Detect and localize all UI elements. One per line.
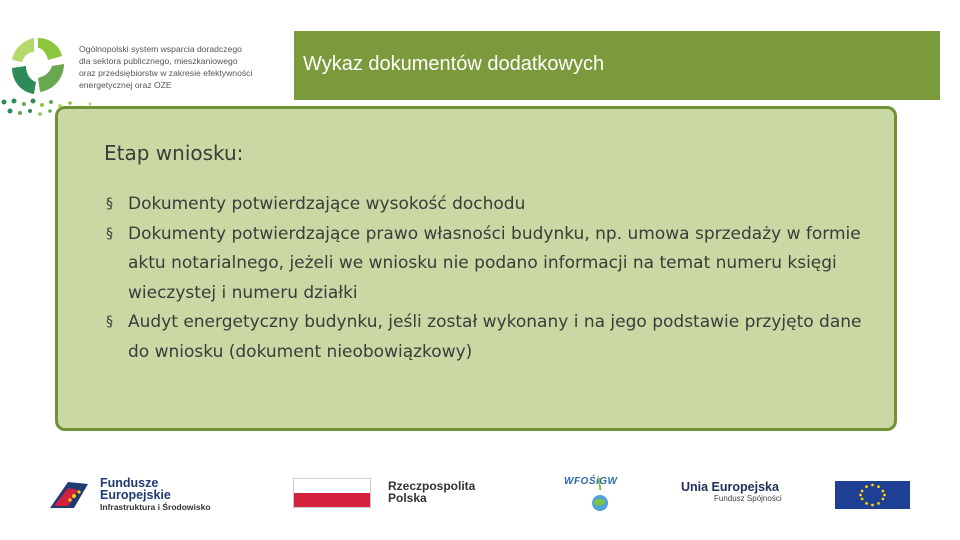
rp-line: Rzeczpospolita — [388, 479, 476, 493]
wfos-text: WFOŚiGW — [564, 476, 618, 487]
program-logo — [8, 34, 68, 98]
fe-line: Fundusze — [100, 476, 159, 490]
bullet-icon: § — [106, 196, 113, 212]
fe-line: Infrastruktura i Środowisko — [100, 502, 211, 512]
rp-line: Polska — [388, 491, 427, 505]
poland-flag-icon — [293, 478, 371, 508]
title-bar — [294, 31, 940, 100]
fe-line: Europejskie — [100, 488, 171, 502]
list-item — [106, 220, 886, 309]
org-line: energetycznej oraz OZE — [79, 80, 172, 91]
ue-line: Fundusz Spójności — [714, 494, 782, 503]
organization-name — [79, 43, 279, 91]
eu-flag-icon — [835, 481, 910, 509]
rzeczpospolita-logo — [293, 478, 523, 512]
org-line: Ogólnopolski system wsparcia doradczego — [79, 44, 242, 54]
fe-flag-icon — [48, 478, 92, 510]
section-heading: Etap wniosku: — [104, 141, 244, 165]
bullet-icon: § — [106, 314, 113, 330]
bullet-icon: § — [106, 225, 113, 242]
unia-europejska-logo — [681, 480, 831, 512]
ue-line: Unia Europejska — [681, 480, 779, 494]
bullet-list — [106, 190, 886, 367]
list-item-text: Dokumenty potwierdzające prawo własności budynku, np. umowa sprzedaży w formie aktu notarialnego, jeżeli we wniosku nie podano informacji na temat numeru księgi wieczystej i numeru działki — [128, 223, 861, 303]
org-line: oraz przedsiębiorstw w zakresie efektywności — [79, 68, 253, 79]
list-item — [106, 308, 886, 367]
content-box — [55, 106, 897, 431]
wfosigw-logo — [564, 474, 636, 514]
org-line: dla sektora publicznego, mieszkaniowego — [79, 56, 238, 67]
list-item-text: Audyt energetyczny budynku, jeśli został wykonany i na jego podstawie przyjęto dane do wniosku (dokument nieobowiązkowy) — [128, 312, 862, 362]
fundusze-europejskie-logo — [48, 474, 258, 514]
list-item — [106, 190, 886, 220]
slide-title: Wykaz dokumentów dodatkowych — [303, 53, 605, 75]
list-item-text: Dokumenty potwierdzające wysokość dochodu — [128, 194, 526, 214]
globe-icon — [564, 474, 636, 514]
